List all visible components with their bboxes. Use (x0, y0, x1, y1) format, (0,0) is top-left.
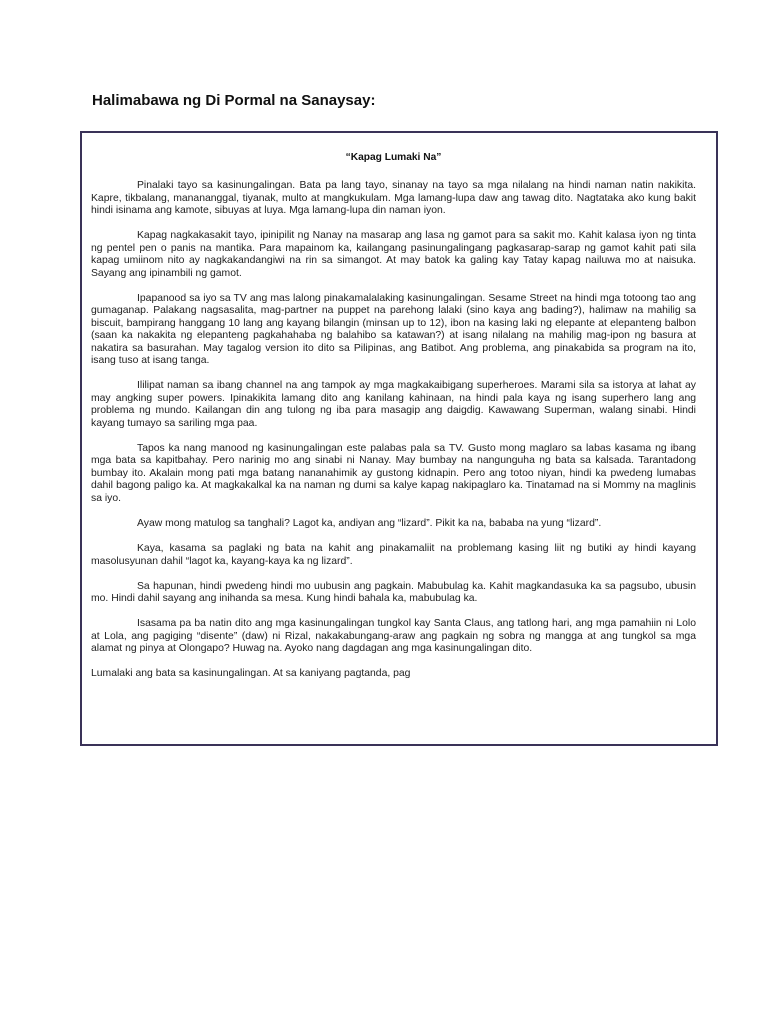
essay-paragraph-3: Ipapanood sa iyo sa TV ang mas lalong pinakamalalaking kasinungalingan. Sesame Street na hindi mga totoong tao ang gumaganap. Palakang nagsasalita, mag-partner na puppet na parehong lalaki (sino kaya ang bading?), halimaw na mahilig sa biscuit, bampirang hanggang 10 lang ang kayang bilangin (minsan up to 12), ibon na kasing laki ng elepante at elepanteng balbon (saan ka nakakita ng elepanteng pagkahahaba ng balahibo sa katawan?) at isang nilalang na mahilig mag-ipon ng basura at nakatira sa basurahan. May tagalog version ito dito sa Pilipinas, ang Batibot. Ang problema, ang pinakabida sa program na ito, isang tuso at isang tanga. (91, 292, 696, 367)
essay-paragraph-5: Tapos ka nang manood ng kasinungalingan este palabas pala sa TV. Gusto mong maglaro sa labas kasama ng ibang mga bata sa kapitbahay. Pero narinig mo ang sinabi ni Nanay. May bumbay na nangunguha ng bata sa kalsada. Tarantadong bumbay ito. Akalain mong pati mga batang nananahimik ay gustong kidnapin. Pero ang totoo niyan, hindi ka pwedeng lumabas dahil bagong paligo ka. At magkakalkal ka na naman ng dumi sa kalye kapag nakipaglaro ka. Tinatamad na si Mommy na maglinis sa iyo. (91, 442, 696, 504)
essay-paragraph-2: Kapag nagkakasakit tayo, ipinipilit ng Nanay na masarap ang lasa ng gamot para sa sakit mo. Kahit kalasa iyon ng tinta ng pentel pen o panis na mantika. Para mapainom ka, kailangang pasinungalingang pagkasarap-sarap ng gamot kahit pati sila kapag umiinom nito ay nagkakandangiwi na rin sa simangot. At may batok ka galing kay Tatay kapag nailuwa mo at naisuka. Sayang ang ipinambili ng gamot. (91, 230, 696, 279)
essay-paragraph-7: Kaya, kasama sa paglaki ng bata na kahit ang pinakamaliit na problemang kasing liit ng butiki ay hindi kayang masolusyunan dahil “lagot ka, kayang-kaya ka ng lizard”. (91, 543, 696, 567)
page-heading: Halimabawa ng Di Pormal na Sanaysay: (92, 92, 376, 109)
essay-paragraph-1: Pinalaki tayo sa kasinungalingan. Bata pa lang tayo, sinanay na tayo sa mga nilalang na hindi naman natin nakikita. Kapre, tikbalang, manananggal, tiyanak, multo at mangkukulam. Mga lamang-lupa daw ang tawag dito. Nagtataka ako kung bakit hindi isinama ang kamote, sibuyas at luya. Mga lamang-lupa din naman iyon. (91, 180, 696, 216)
essay-paragraph-10: Lumalaki ang bata sa kasinungalingan. At sa kaniyang pagtanda, pag (91, 668, 411, 680)
essay-paragraph-9: Isasama pa ba natin dito ang mga kasinungalingan tungkol kay Santa Claus, ang tatlong hari, ang mga pamahiin ni Lolo at Lola, ang pagiging “disente” (daw) ni Rizal, nakakabungang-araw ang pagkain ng sobra ng mangga at ang tungkol sa mga alamat ng pinya at Olongapo? Huwag na. Ayoko nang dagdagan ang mga kasinungalingan dito. (91, 618, 696, 655)
essay-title: “Kapag Lumaki Na” (345, 152, 442, 163)
essay-box (80, 131, 718, 746)
essay-paragraph-4: Ililipat naman sa ibang channel na ang tampok ay mga magkakaibigang superheroes. Marami sila sa istorya at lahat ay may angking super powers. Ipinakikita lamang dito ang kanilang kahinaan, na hindi pala kaya ng isang superhero lang ang problema ng mundo. Kailangan din ang tulong ng iba para masagip ang daigdig. Kawawang Superman, walang sinabi. Hindi kayang tumayo sa sariling mga paa. (91, 380, 696, 429)
essay-paragraph-8: Sa hapunan, hindi pwedeng hindi mo uubusin ang pagkain. Mabubulag ka. Kahit magkandasuka ka sa pagsubo, ubusin mo. Hindi dahil sayang ang inihanda sa mesa. Kung hindi bahala ka, mabubulag ka. (91, 580, 696, 605)
essay-paragraph-6: Ayaw mong matulog sa tanghali? Lagot ka, andiyan ang “lizard”. Pikit ka na, bababa na yung “lizard”. (137, 517, 602, 529)
